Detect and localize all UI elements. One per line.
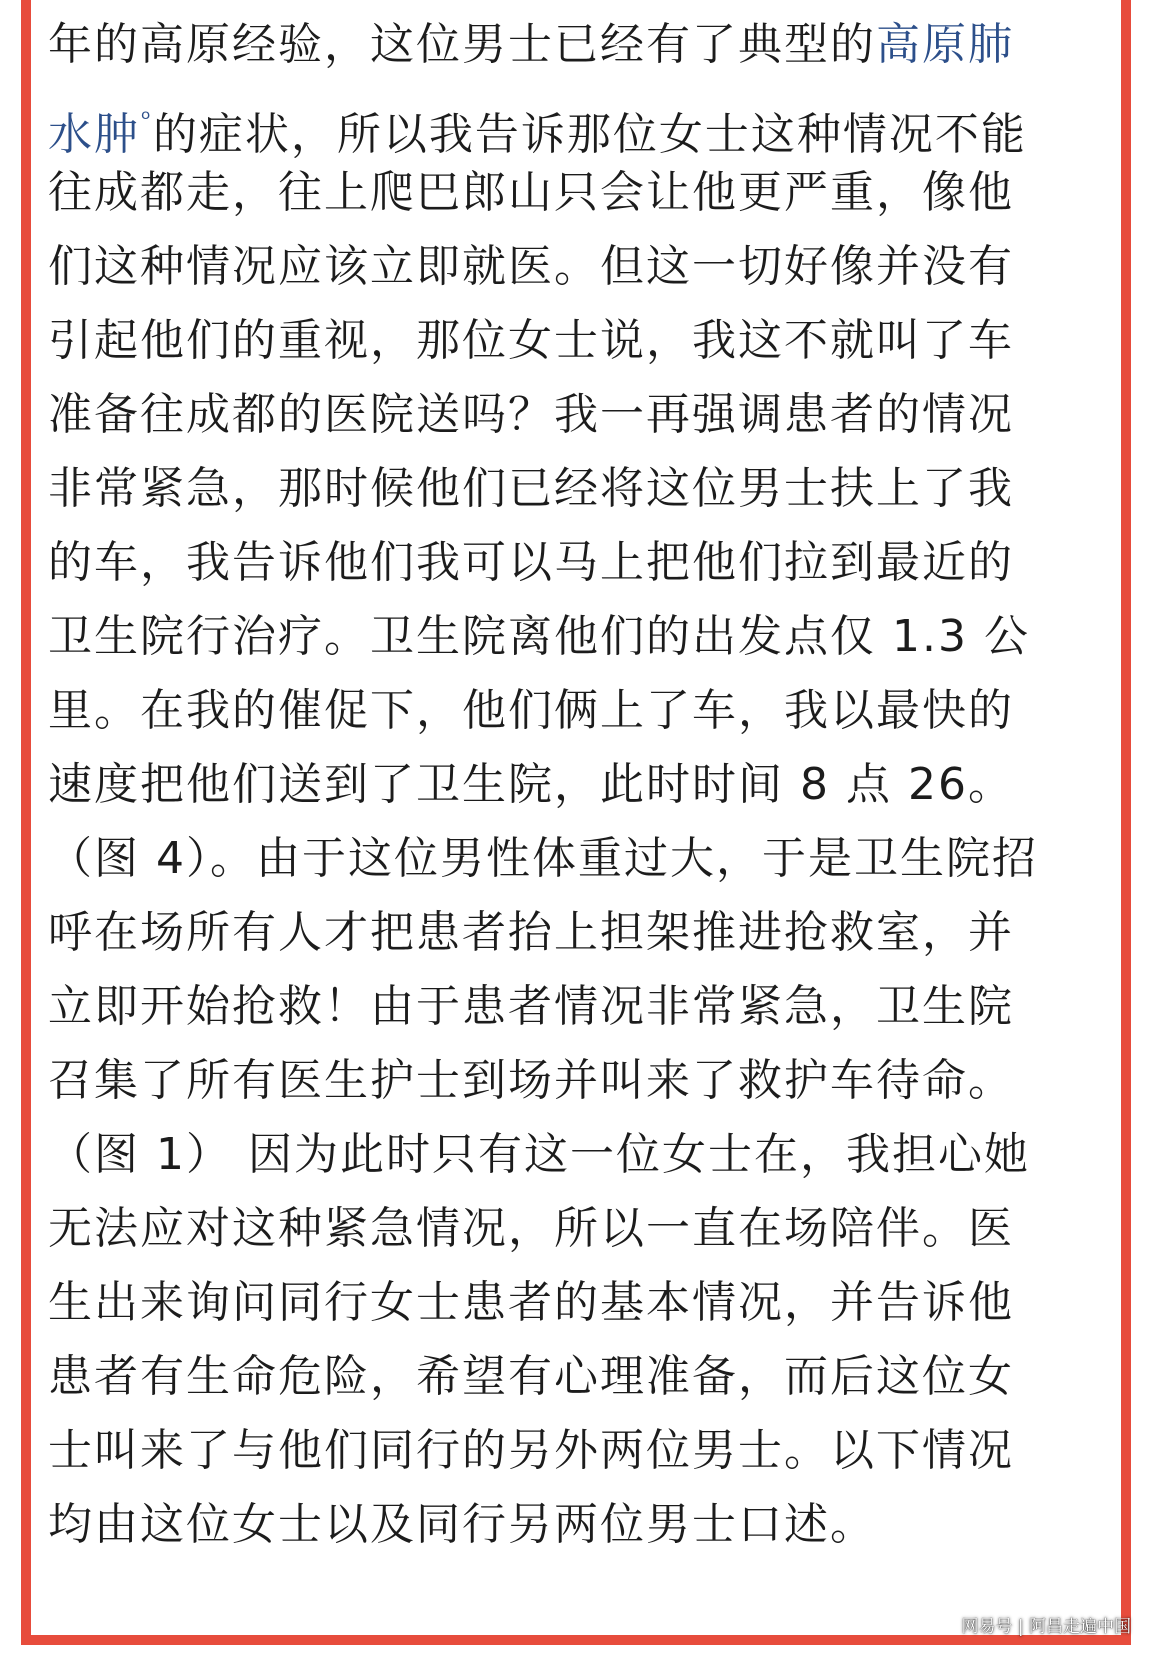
line-text: 呼在场所有人才把患者抬上担架推进抢救室，并 bbox=[48, 907, 1014, 958]
term-link[interactable]: 水肿 bbox=[48, 109, 140, 160]
term-link[interactable]: 高原肺 bbox=[876, 19, 1014, 70]
text-line bbox=[48, 1044, 1138, 1118]
text-line bbox=[48, 8, 1138, 82]
line-text: 立即开始抢救！由于患者情况非常紧急，卫生院 bbox=[48, 981, 1014, 1032]
line-text: 速度把他们送到了卫生院，此时时间 8 点 26。 bbox=[48, 759, 1014, 810]
line-text: 非常紧急，那时候他们已经将这位男士扶上了我 bbox=[48, 463, 1014, 514]
line-text: 均由这位女士以及同行另两位男士口述。 bbox=[48, 1499, 876, 1550]
text-line bbox=[48, 1488, 1138, 1562]
text-line bbox=[48, 1192, 1138, 1266]
line-text: （图 1） 因为此时只有这一位女士在，我担心她 bbox=[48, 1129, 1030, 1180]
text-line bbox=[48, 1118, 1138, 1192]
text-line bbox=[48, 748, 1138, 822]
text-line bbox=[48, 1266, 1138, 1340]
line-text: 引起他们的重视，那位女士说，我这不就叫了车 bbox=[48, 315, 1014, 366]
line-text: 年的高原经验，这位男士已经有了典型的 bbox=[48, 19, 876, 70]
text-line bbox=[48, 600, 1138, 674]
text-line bbox=[48, 526, 1138, 600]
text-line bbox=[48, 896, 1138, 970]
line-text: 里。在我的催促下，他们俩上了车，我以最快的 bbox=[48, 685, 1014, 736]
line-text: 们这种情况应该立即就医。但这一切好像并没有 bbox=[48, 241, 1014, 292]
line-text: 生出来询问同行女士患者的基本情况，并告诉他 bbox=[48, 1277, 1014, 1328]
text-line bbox=[48, 156, 1138, 230]
line-text: （图 4）。由于这位男性体重过大，于是卫生院招 bbox=[48, 833, 1038, 884]
text-line bbox=[48, 304, 1138, 378]
line-text: 患者有生命危险，希望有心理准备，而后这位女 bbox=[48, 1351, 1014, 1402]
text-line bbox=[48, 1414, 1138, 1488]
text-line bbox=[48, 452, 1138, 526]
line-text: 往成都走，往上爬巴郎山只会让他更严重，像他 bbox=[48, 167, 1014, 218]
text-line bbox=[48, 1340, 1138, 1414]
text-line bbox=[48, 82, 1138, 160]
watermark: 网易号 | 阿昌走遍中国 bbox=[961, 1617, 1131, 1637]
text-line bbox=[48, 822, 1138, 896]
text-line bbox=[48, 674, 1138, 748]
line-text: 士叫来了与他们同行的另外两位男士。以下情况 bbox=[48, 1425, 1014, 1476]
line-text: 召集了所有医生护士到场并叫来了救护车待命。 bbox=[48, 1055, 1014, 1106]
line-text: 准备往成都的医院送吗？我一再强调患者的情况 bbox=[48, 389, 1014, 440]
line-text: 无法应对这种紧急情况，所以一直在场陪伴。医 bbox=[48, 1203, 1014, 1254]
line-text: 卫生院行治疗。卫生院离他们的出发点仅 1.3 公 bbox=[48, 611, 1030, 662]
article-text bbox=[48, 8, 1138, 1562]
line-text: 的车，我告诉他们我可以马上把他们拉到最近的 bbox=[48, 537, 1014, 588]
text-line bbox=[48, 378, 1138, 452]
link-marker-icon[interactable]: ᵒ bbox=[141, 105, 153, 133]
text-line bbox=[48, 970, 1138, 1044]
text-line bbox=[48, 230, 1138, 304]
line-text: 的症状，所以我告诉那位女士这种情况不能 bbox=[152, 109, 1027, 160]
